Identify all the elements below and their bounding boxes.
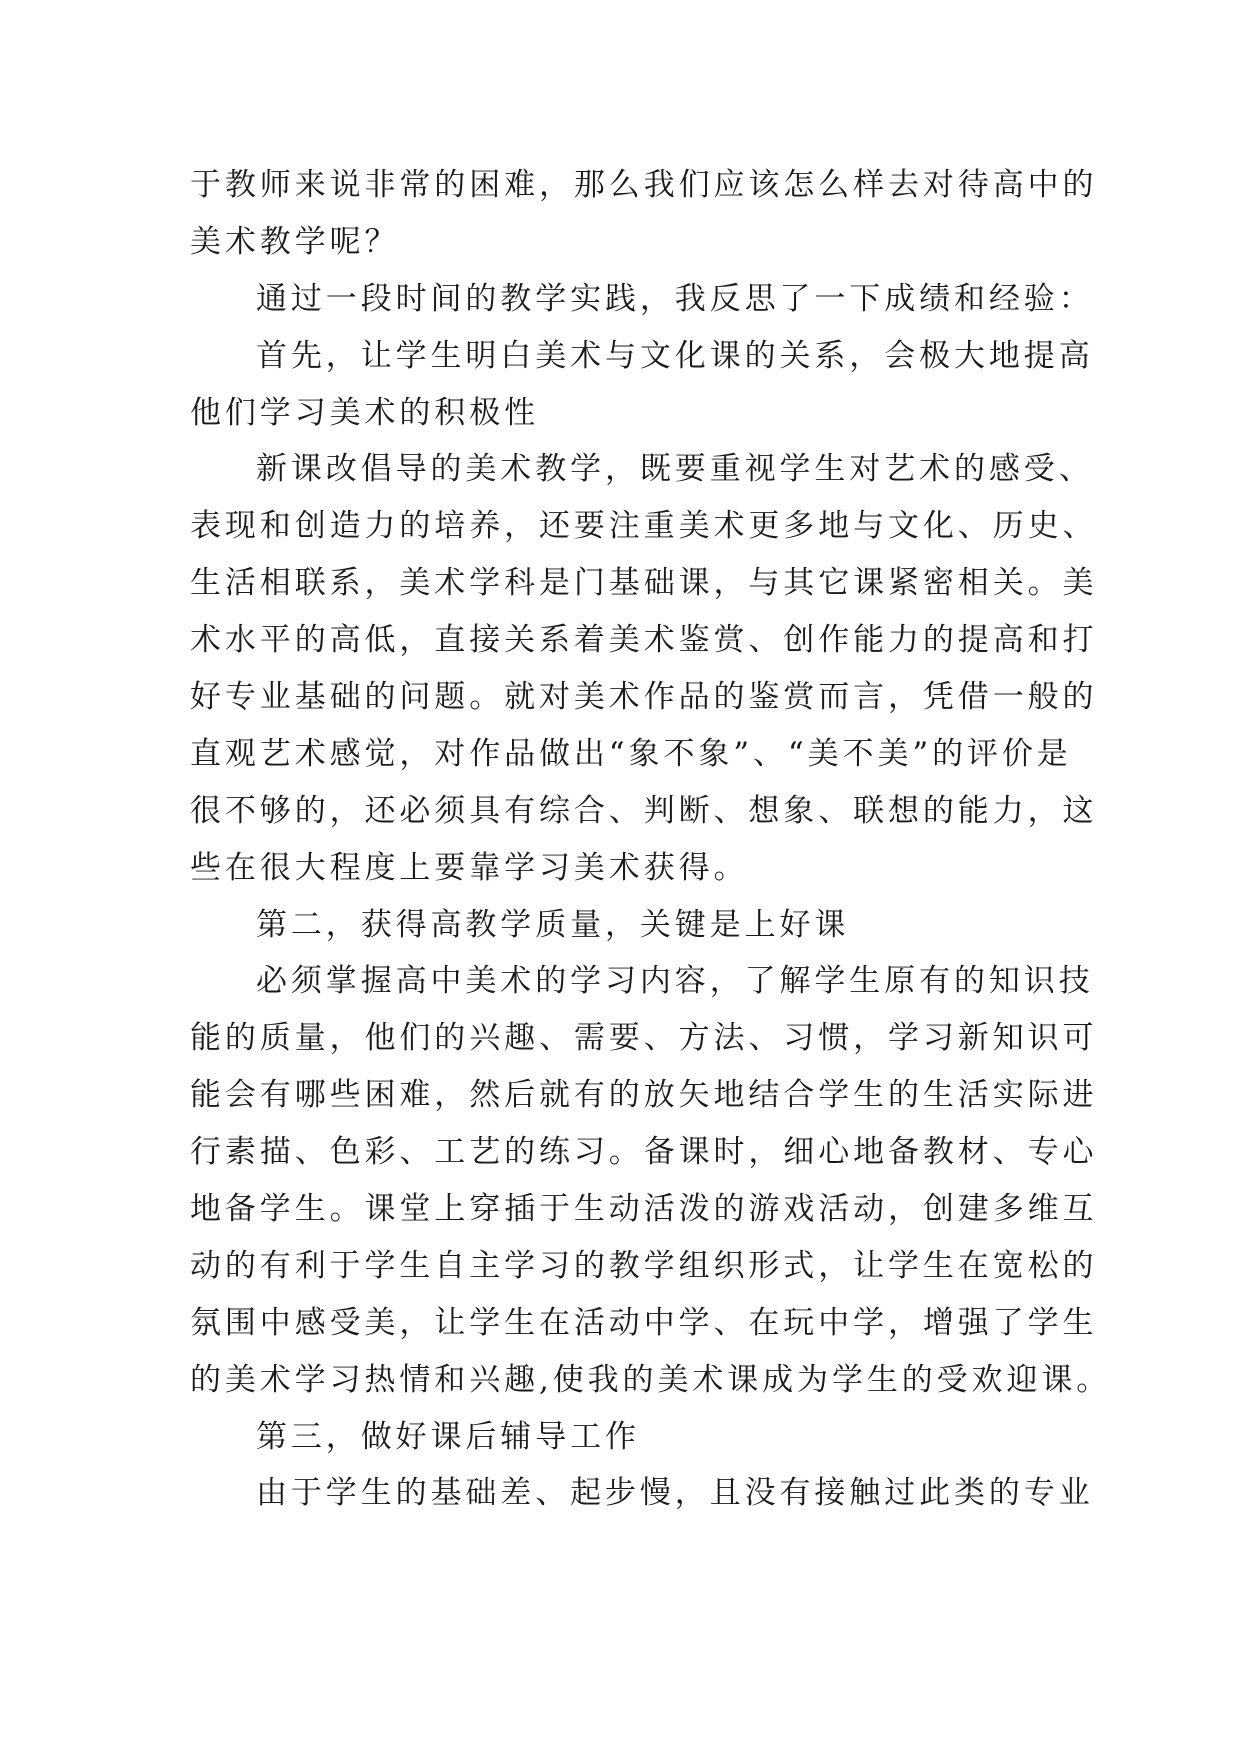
text-line: 由于学生的基础差、起步慢，且没有接触过此类的专业: [256, 1475, 1094, 1512]
text-line: 些在很大程度上要靠学习美术获得。: [190, 849, 749, 886]
text-line: 很不够的，还必须具有综合、判断、想象、联想的能力，这: [190, 792, 1098, 829]
text-line: 能会有哪些困难，然后就有的放矢地结合学生的生活实际进: [190, 1077, 1098, 1114]
text-line: 生活相联系，美术学科是门基础课，与其它课紧密相关。美: [190, 565, 1098, 602]
text-line: 新课改倡导的美术教学，既要重视学生对艺术的感受、: [256, 451, 1094, 488]
text-line: 氛围中感受美，让学生在活动中学、在玩中学，增强了学生: [190, 1304, 1098, 1341]
section-heading: 第二，获得高教学质量，关键是上好课: [256, 906, 850, 943]
text-line: 美术教学呢？: [190, 223, 400, 260]
text-line: 动的有利于学生自主学习的教学组织形式，让学生在宽松的: [190, 1247, 1098, 1284]
text-line: 必须掌握高中美术的学习内容，了解学生原有的知识技: [256, 963, 1094, 1000]
text-line: 表现和创造力的培养，还要注重美术更多地与文化、历史、: [190, 508, 1098, 545]
body-text: [190, 157, 1112, 1522]
text-line: 行素描、色彩、工艺的练习。备课时，细心地备教材、专心: [190, 1134, 1098, 1171]
text-line: 地备学生。课堂上穿插于生动活泼的游戏活动，创建多维互: [190, 1191, 1098, 1228]
text-line: 于教师来说非常的困难，那么我们应该怎么样去对待高中的: [190, 167, 1098, 203]
section-heading: 首先，让学生明白美术与文化课的关系，会极大地提高: [256, 337, 1094, 374]
text-line: 能的质量，他们的兴趣、需要、方法、习惯，学习新知识可: [190, 1020, 1098, 1057]
section-heading-continued: 他们学习美术的积极性: [190, 394, 539, 431]
text-line: 好专业基础的问题。就对美术作品的鉴赏而言，凭借一般的: [190, 679, 1098, 716]
text-line: 通过一段时间的教学实践，我反思了一下成绩和经验：: [256, 280, 1094, 317]
text-line: 直观艺术感觉，对作品做出“象不象”、“美不美”的评价是: [190, 735, 1072, 772]
section-heading: 第三，做好课后辅导工作: [256, 1418, 640, 1455]
text-line: 的美术学习热情和兴趣,使我的美术课成为学生的受欢迎课。: [190, 1361, 1112, 1398]
text-line: 术水平的高低，直接关系着美术鉴赏、创作能力的提高和打: [190, 622, 1098, 659]
